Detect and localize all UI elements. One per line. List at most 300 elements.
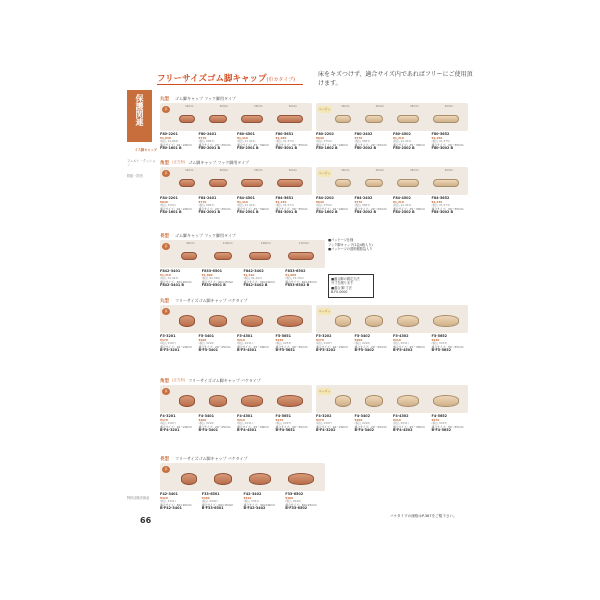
product-spec: 適合サイズ：25〜30mm bbox=[237, 344, 269, 349]
product-price: ¥770 bbox=[198, 199, 207, 204]
color-tag: ベージュ bbox=[318, 309, 331, 313]
rubber-cap-image bbox=[365, 179, 383, 187]
product-spec: 適合サイズ：16〜20mm bbox=[160, 344, 192, 349]
product-price-note: (税込 ¥847) bbox=[354, 203, 371, 208]
section-panels bbox=[160, 463, 468, 511]
product-code: F5-4502 bbox=[393, 334, 409, 338]
product-price: ¥210 bbox=[237, 337, 245, 342]
rubber-cap-image bbox=[241, 179, 263, 187]
product-info bbox=[202, 270, 242, 288]
product-price: ¥1,310 bbox=[237, 135, 248, 140]
product-photo-panel bbox=[160, 240, 325, 268]
product-price-note: (税込 ¥220) bbox=[198, 421, 215, 426]
size-label: 110mm bbox=[298, 242, 309, 245]
product-order-code: B-F4-4502 bbox=[393, 428, 413, 433]
size-label: 30mm bbox=[288, 105, 297, 108]
product-price: ¥1,310 bbox=[393, 135, 404, 140]
size-label: 20mm bbox=[375, 105, 384, 108]
product-section bbox=[160, 95, 468, 151]
product-spec: 適合サイズ：25〜30mm bbox=[393, 206, 425, 211]
section-badge: 長型 bbox=[160, 456, 169, 462]
section-title: フリーサイズゴム脚キャップ バケタイプ bbox=[188, 377, 261, 383]
product-group bbox=[316, 385, 468, 433]
rubber-cap-image bbox=[335, 395, 351, 407]
product-price-note: (税込 ¥1,441) bbox=[393, 203, 412, 208]
product-info bbox=[160, 270, 200, 288]
size-labels bbox=[172, 169, 310, 172]
color-tag: ベージュ bbox=[318, 389, 331, 393]
package-note-line: フック脚キャップ(1袋4個入り) bbox=[328, 242, 373, 247]
product-spec: 適合サイズ：60×15mm bbox=[201, 502, 234, 507]
product-code: F84-2202 bbox=[316, 196, 334, 200]
product-spec: 適合サイズ：25〜30mm bbox=[237, 424, 269, 429]
size-label: 30mm bbox=[186, 242, 195, 245]
product-code: F5-4501 bbox=[237, 334, 253, 338]
product-price-note: (税込 ¥1,441) bbox=[160, 276, 179, 281]
product-info bbox=[393, 335, 430, 353]
section-header bbox=[160, 95, 468, 102]
product-spec: 適合サイズ：20〜25mm bbox=[198, 142, 231, 147]
product-price: ¥200 bbox=[354, 417, 363, 422]
product-info bbox=[276, 415, 313, 433]
product-price-note: (税込 ¥704) bbox=[316, 139, 332, 144]
product-info-row bbox=[316, 335, 468, 353]
product-info bbox=[276, 133, 313, 151]
title-divider bbox=[157, 84, 303, 85]
size-labels bbox=[328, 169, 466, 172]
product-price-note: (税込 ¥1,441) bbox=[393, 139, 412, 144]
section-badge: 丸型 bbox=[160, 298, 169, 304]
rubber-cap-image bbox=[433, 395, 459, 407]
product-info bbox=[276, 335, 313, 353]
product-price: ¥1,250 bbox=[431, 135, 443, 140]
sidebar-item-chair-caps[interactable]: イス脚キャップ bbox=[134, 148, 157, 152]
product-code: F80-5652 bbox=[431, 132, 450, 136]
product-price: ¥1,310 bbox=[393, 199, 404, 204]
product-info bbox=[316, 335, 353, 353]
product-images bbox=[328, 312, 466, 330]
product-order-code: B-F5-4502 bbox=[393, 348, 413, 353]
product-spec: 適合サイズ：25〜30mm bbox=[393, 142, 425, 147]
product-price: ¥170 bbox=[316, 337, 324, 342]
rubber-cap-image bbox=[335, 115, 351, 123]
product-code: F84-2401 bbox=[198, 196, 217, 200]
product-price-note: (税込 ¥847) bbox=[354, 139, 371, 144]
page-number: 66 bbox=[140, 516, 152, 525]
product-price: ¥200 bbox=[198, 337, 207, 342]
sidebar-main-tab[interactable]: 保護関連 bbox=[127, 90, 152, 142]
measurement-line: B-F0-0000 bbox=[331, 290, 348, 295]
product-order-code: B-F42-3401 bbox=[160, 506, 182, 511]
section-badge: 角型 bbox=[160, 160, 169, 166]
product-photo-panel bbox=[160, 167, 312, 195]
product-info bbox=[237, 197, 274, 215]
rubber-cap-image bbox=[397, 395, 419, 407]
product-price-note: (税込 ¥231) bbox=[393, 421, 409, 426]
product-info bbox=[432, 197, 469, 215]
product-spec: 適合サイズ：30〜35mm bbox=[275, 206, 308, 211]
product-order-code: F80-2502 B bbox=[393, 146, 415, 151]
product-price: ¥1,310 bbox=[160, 272, 171, 277]
product-order-code: B-F5-3202 bbox=[316, 348, 336, 353]
color-tag: 茶 bbox=[162, 308, 170, 315]
section-panels bbox=[160, 240, 468, 288]
product-code: F833-6502 bbox=[285, 269, 306, 273]
sidebar-item-felt[interactable]: フェルト・クッション bbox=[127, 158, 156, 167]
product-price: ¥1,250 bbox=[275, 135, 287, 140]
product-photo-panel bbox=[316, 305, 468, 333]
product-order-code: B-F5-4501 bbox=[237, 348, 257, 353]
size-label: 20mm bbox=[375, 169, 384, 172]
product-price-note: (税込 ¥1,441) bbox=[237, 139, 256, 144]
product-group bbox=[160, 240, 325, 288]
rubber-cap-image bbox=[179, 115, 195, 123]
product-info-row bbox=[160, 335, 312, 353]
section-subtitle: (正方形) bbox=[172, 160, 186, 164]
sidebar-bottom-label: 特約店販売商品 bbox=[127, 496, 150, 500]
product-code: F80-2202 bbox=[316, 132, 334, 136]
product-order-code: B-F4-4501 bbox=[237, 428, 257, 433]
product-price-note: (税込 ¥187) bbox=[160, 421, 176, 426]
product-price-note: (税込 ¥440) bbox=[201, 499, 218, 504]
product-code: F5-5652 bbox=[431, 334, 448, 338]
rubber-cap-image bbox=[209, 179, 227, 187]
rubber-cap-image bbox=[433, 179, 459, 187]
product-info bbox=[199, 335, 236, 353]
product-info bbox=[276, 197, 313, 215]
product-order-code: F84-1601 B bbox=[160, 210, 182, 215]
product-images bbox=[328, 174, 466, 192]
size-label: 30mm bbox=[444, 169, 453, 172]
section-header bbox=[160, 159, 468, 166]
product-info bbox=[199, 197, 236, 215]
color-tag: ベージュ bbox=[318, 171, 331, 175]
color-tag: 茶 bbox=[162, 466, 170, 473]
product-price: ¥210 bbox=[237, 417, 245, 422]
product-price-note: (税込 ¥704) bbox=[160, 203, 176, 208]
rubber-cap-image bbox=[241, 315, 263, 327]
product-spec: 適合サイズ：30〜35mm bbox=[275, 424, 308, 429]
color-tag: 茶 bbox=[162, 106, 170, 113]
section-panels bbox=[160, 385, 468, 433]
product-price: ¥1,600 bbox=[201, 272, 213, 277]
product-price: ¥200 bbox=[354, 337, 363, 342]
product-images bbox=[328, 110, 466, 128]
product-spec: 適合サイズ：20〜25mm bbox=[354, 142, 387, 147]
rubber-cap-image bbox=[249, 252, 271, 260]
product-spec: 適合サイズ：30〜35mm bbox=[275, 142, 308, 147]
product-code: F84-2201 bbox=[160, 196, 178, 200]
sidebar bbox=[127, 90, 157, 178]
rubber-cap-image bbox=[181, 473, 197, 485]
color-tag: ベージュ bbox=[318, 107, 331, 111]
product-price: ¥1,430 bbox=[275, 199, 287, 204]
product-info-row bbox=[160, 133, 312, 151]
product-code: F80-2402 bbox=[354, 132, 373, 136]
product-price: ¥770 bbox=[198, 135, 207, 140]
section-badge: 丸型 bbox=[160, 96, 169, 102]
color-tag: 茶 bbox=[162, 388, 170, 395]
product-info bbox=[237, 415, 274, 433]
product-order-code: B-F4-5652 bbox=[431, 428, 452, 433]
product-spec: 適合サイズ：30×10mm bbox=[160, 279, 192, 284]
page-description: 床をキズつけず、適合サイズ内であればフリーにご使用頂けます。 bbox=[318, 71, 473, 87]
product-code: F4-4501 bbox=[237, 414, 253, 418]
rubber-cap-image bbox=[277, 315, 303, 327]
product-price-note: (税込 ¥1,760) bbox=[285, 276, 304, 281]
product-price-note: (税込 ¥847) bbox=[198, 203, 215, 208]
rubber-cap-image bbox=[241, 115, 263, 123]
color-tag: 茶 bbox=[162, 170, 170, 177]
product-order-code: B-F5-3402 bbox=[354, 348, 375, 353]
product-code: F4-3201 bbox=[160, 414, 176, 418]
product-info-row bbox=[160, 270, 325, 288]
section-header bbox=[160, 455, 468, 462]
rubber-cap-image bbox=[433, 315, 459, 327]
product-order-code: F84-2002 B bbox=[354, 210, 377, 215]
section-header bbox=[160, 377, 468, 384]
product-price: ¥170 bbox=[160, 417, 168, 422]
product-price: ¥170 bbox=[160, 337, 168, 342]
product-section bbox=[160, 232, 468, 288]
product-spec: 適合サイズ：16〜20mm bbox=[316, 344, 348, 349]
product-info-row bbox=[316, 133, 468, 151]
rubber-cap-image bbox=[397, 115, 419, 123]
product-spec: 適合サイズ：25〜30mm bbox=[393, 344, 425, 349]
product-code: F84-4501 bbox=[237, 196, 255, 200]
product-spec: 適合サイズ：16〜20mm bbox=[160, 206, 192, 211]
product-price: ¥200 bbox=[198, 417, 207, 422]
product-code: F5-3402 bbox=[354, 334, 371, 338]
sidebar-item-antivibration[interactable]: 防振・防音 bbox=[127, 173, 143, 178]
product-spec: 適合サイズ：30〜35mm bbox=[431, 344, 464, 349]
measurement-line: ■適合脚の測定方法 bbox=[331, 277, 360, 281]
rubber-cap-image bbox=[181, 252, 197, 260]
product-order-code: F833-6502 B bbox=[285, 283, 310, 288]
product-code: F42-3402 bbox=[243, 492, 262, 496]
measurement-line: ■適合 脚 寸法 bbox=[331, 285, 352, 290]
size-label: 30mm bbox=[444, 105, 453, 108]
measurement-box bbox=[328, 274, 374, 298]
section-badge: 角型 bbox=[160, 378, 169, 384]
product-order-code: F80-3002 B bbox=[431, 146, 454, 151]
product-spec: 適合サイズ：30×10mm bbox=[243, 502, 275, 507]
measurement-line: 外寸を測ります bbox=[331, 281, 354, 286]
product-price: ¥640 bbox=[316, 199, 324, 204]
product-price: ¥1,310 bbox=[237, 199, 248, 204]
product-price-note: (税込 ¥297) bbox=[431, 421, 448, 426]
rubber-cap-image bbox=[209, 395, 227, 407]
rubber-cap-image bbox=[335, 179, 351, 187]
product-info bbox=[160, 493, 200, 511]
product-spec: 適合サイズ：20〜25mm bbox=[354, 424, 387, 429]
product-price-note: (税込 ¥1,573) bbox=[431, 203, 450, 208]
product-code: F4-3202 bbox=[316, 414, 332, 418]
product-spec: 適合サイズ：60×15mm bbox=[285, 279, 317, 284]
product-info bbox=[244, 270, 284, 288]
product-group bbox=[160, 463, 325, 511]
product-price-note: (税込 ¥231) bbox=[237, 421, 253, 426]
product-code: F80-5651 bbox=[275, 132, 294, 136]
rubber-cap-image bbox=[209, 315, 227, 327]
product-price: ¥640 bbox=[316, 135, 324, 140]
rubber-cap-image bbox=[288, 473, 314, 485]
size-label: 25mm bbox=[254, 105, 263, 108]
size-label: 25mm bbox=[410, 169, 419, 172]
product-code: F80-4502 bbox=[393, 132, 411, 136]
rubber-cap-image bbox=[397, 179, 419, 187]
product-code: F84-4502 bbox=[393, 196, 411, 200]
product-price-note: (税込 ¥231) bbox=[393, 341, 409, 346]
product-code: F5-3202 bbox=[316, 334, 332, 338]
product-price-note: (税込 ¥220) bbox=[198, 341, 215, 346]
product-images bbox=[328, 392, 466, 410]
page-title: フリーサイズゴム脚キャップ(巾カタイプ) bbox=[157, 74, 296, 84]
product-code: F4-5652 bbox=[431, 414, 448, 418]
product-price: ¥1,310 bbox=[243, 272, 255, 277]
size-labels bbox=[328, 105, 466, 108]
product-price: ¥270 bbox=[275, 417, 284, 422]
product-order-code: B-F4-3401 bbox=[198, 428, 219, 433]
product-spec: 適合サイズ：16〜20mm bbox=[160, 142, 192, 147]
product-order-code: F84-1602 B bbox=[316, 210, 338, 215]
rubber-cap-image bbox=[179, 315, 195, 327]
product-info bbox=[285, 270, 325, 288]
rubber-cap-image bbox=[179, 395, 195, 407]
product-spec: 適合サイズ：16〜20mm bbox=[316, 142, 348, 147]
product-spec: 適合サイズ：30〜35mm bbox=[431, 142, 464, 147]
product-spec: 適合サイズ：20〜25mm bbox=[198, 344, 231, 349]
product-code: F80-4501 bbox=[237, 132, 255, 136]
product-order-code: F84-3002 B bbox=[431, 210, 454, 215]
product-price-note: (税込 ¥440) bbox=[285, 499, 302, 504]
rubber-cap-image bbox=[365, 395, 383, 407]
product-order-code: B-F4-5651 bbox=[275, 428, 296, 433]
product-info bbox=[237, 133, 274, 151]
product-price-note: (税込 ¥253) bbox=[431, 341, 448, 346]
product-price-note: (税込 ¥297) bbox=[275, 421, 292, 426]
product-price-note: (税込 ¥220) bbox=[354, 341, 371, 346]
product-photo-panel bbox=[160, 463, 325, 491]
product-images bbox=[172, 110, 310, 128]
section-title: ゴム脚キャップ フック脚用タイプ bbox=[175, 95, 236, 101]
product-info bbox=[316, 133, 353, 151]
size-label: 20mm bbox=[219, 105, 228, 108]
rubber-cap-image bbox=[277, 115, 303, 123]
product-price: ¥230 bbox=[275, 337, 284, 342]
product-order-code: F80-3001 B bbox=[275, 146, 298, 151]
product-price: ¥770 bbox=[354, 199, 363, 204]
product-price-note: (税込 ¥231) bbox=[237, 341, 253, 346]
size-label: 16mm bbox=[341, 169, 350, 172]
product-info bbox=[355, 335, 392, 353]
section-subtitle: (正方形) bbox=[172, 378, 186, 382]
product-price: ¥230 bbox=[431, 337, 440, 342]
product-order-code: F84-2502 B bbox=[393, 210, 415, 215]
product-code: F80-2401 bbox=[198, 132, 217, 136]
product-price-note: (税込 ¥187) bbox=[316, 341, 332, 346]
product-price: ¥400 bbox=[285, 495, 294, 500]
product-info bbox=[393, 415, 430, 433]
product-code: F33-6502 bbox=[285, 492, 304, 496]
rubber-cap-image bbox=[214, 252, 232, 260]
product-price: ¥170 bbox=[316, 417, 324, 422]
rubber-cap-image bbox=[214, 473, 232, 485]
product-price: ¥640 bbox=[160, 199, 168, 204]
product-order-code: B-F42-3402 bbox=[243, 506, 266, 511]
product-section bbox=[160, 455, 468, 511]
section-panels bbox=[160, 167, 468, 215]
product-spec: 適合サイズ：30〜35mm bbox=[431, 424, 464, 429]
size-label: 30mm bbox=[288, 169, 297, 172]
product-group bbox=[160, 305, 312, 353]
product-order-code: B-F33-6501 bbox=[201, 506, 224, 511]
product-info bbox=[160, 335, 197, 353]
section-panels bbox=[160, 305, 468, 353]
section-panels bbox=[160, 103, 468, 151]
rubber-cap-image bbox=[365, 315, 383, 327]
section-badge: 長型 bbox=[160, 233, 169, 239]
product-code: F5-3401 bbox=[198, 334, 215, 338]
product-group bbox=[316, 167, 468, 215]
rubber-cap-image bbox=[277, 395, 303, 407]
product-price: ¥210 bbox=[393, 337, 401, 342]
rubber-cap-image bbox=[277, 179, 303, 187]
product-order-code: F80-2002 B bbox=[354, 146, 377, 151]
product-info bbox=[432, 335, 469, 353]
section-title: フリーサイズゴム脚キャップ バケタイプ bbox=[175, 297, 248, 303]
product-group bbox=[316, 305, 468, 353]
size-labels bbox=[172, 242, 323, 245]
product-price-note: (税込 ¥1,804) bbox=[160, 139, 179, 144]
product-price-note: (税込 ¥187) bbox=[316, 421, 332, 426]
product-price: ¥1,640 bbox=[160, 135, 171, 140]
product-spec: 適合サイズ：20〜25mm bbox=[198, 424, 231, 429]
package-note-line: ■パッケージの透明樹脂袋入り bbox=[328, 247, 373, 251]
product-code: F4-3402 bbox=[354, 414, 371, 418]
size-label: 16mm bbox=[341, 105, 350, 108]
product-info bbox=[432, 133, 469, 151]
product-spec: 適合サイズ：16〜20mm bbox=[316, 206, 348, 211]
product-order-code: B-F5-3401 bbox=[198, 348, 219, 353]
product-images bbox=[172, 174, 310, 192]
product-code: F5-5651 bbox=[275, 334, 292, 338]
product-section bbox=[160, 297, 468, 353]
rubber-cap-image bbox=[397, 315, 419, 327]
product-spec: 適合サイズ：20〜25mm bbox=[354, 206, 387, 211]
section-header bbox=[160, 297, 468, 304]
product-info bbox=[160, 197, 197, 215]
size-labels bbox=[172, 105, 310, 108]
product-spec: 適合サイズ：16〜20mm bbox=[160, 424, 192, 429]
package-notes bbox=[328, 238, 380, 252]
product-price-note: (税込 ¥704) bbox=[316, 203, 332, 208]
product-price-note: (税込 ¥220) bbox=[354, 421, 371, 426]
product-price-note: (税込 ¥1,573) bbox=[275, 203, 294, 208]
product-info bbox=[160, 415, 197, 433]
rubber-cap-image bbox=[288, 252, 314, 260]
section-title: ゴム脚キャップ フック脚用タイプ bbox=[175, 232, 236, 238]
section-title: フリーサイズゴム脚キャップ バケタイプ bbox=[175, 455, 248, 461]
product-code: F833-6501 bbox=[201, 269, 222, 273]
product-order-code: B-F5-3201 bbox=[160, 348, 180, 353]
product-spec: 適合サイズ：60×15mm bbox=[201, 279, 234, 284]
product-spec: 適合サイズ：30〜35mm bbox=[431, 206, 464, 211]
product-photo-panel bbox=[160, 385, 312, 413]
product-price: ¥770 bbox=[354, 135, 363, 140]
product-order-code: F842-3402 B bbox=[243, 283, 268, 288]
product-spec: 適合サイズ：16〜20mm bbox=[316, 424, 348, 429]
